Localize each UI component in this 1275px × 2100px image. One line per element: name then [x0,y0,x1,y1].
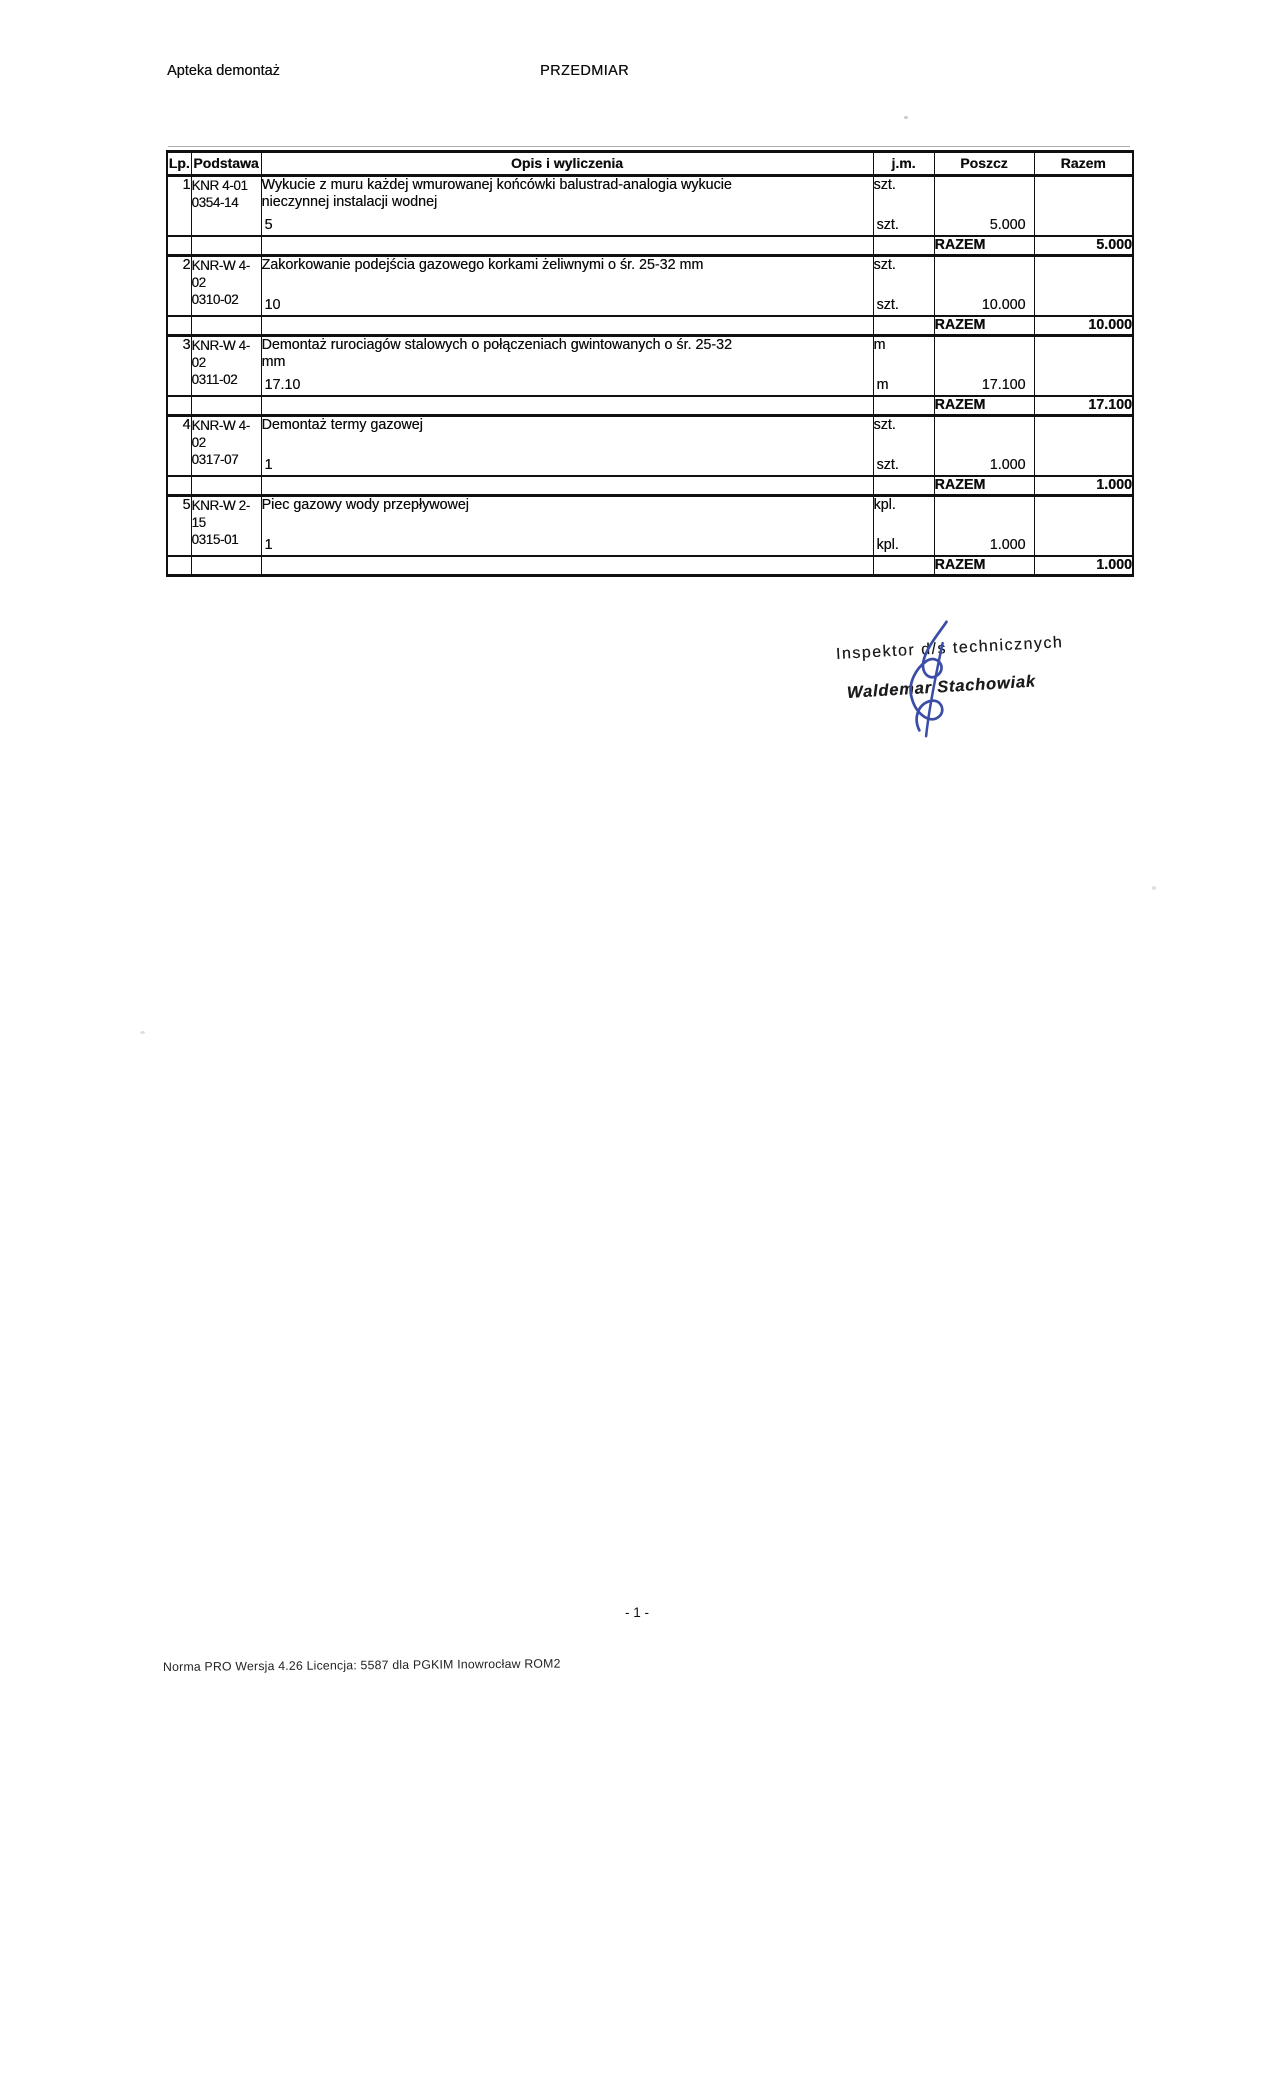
col-header-opis: Opis i wyliczenia [261,152,873,176]
razem-label: RAZEM [934,396,1034,416]
opis-line: Wykucie z muru każdej wmurowanej końcówki balustrad-analogia wykucie [261,177,732,193]
col-header-jm: j.m. [873,152,934,176]
scan-artifact-speck [1152,886,1156,890]
razem-label: RAZEM [934,556,1034,576]
przedmiar-table-wrap [166,150,1132,577]
opis-calc: 1 [264,536,273,553]
razem-row [167,556,1133,576]
table-header-row [167,152,1133,176]
item-razem-cell [1034,416,1133,476]
item-razem-cell [1034,496,1133,556]
poszcz-value: 5.000 [989,216,1026,233]
doc-header-left: Apteka demontaż [167,63,280,79]
opis-line: Demontaż termy gazowej [261,417,423,433]
razem-label: RAZEM [934,476,1034,496]
razem-value: 1.000 [1034,556,1133,576]
item-podstawa [191,496,261,556]
item-opis [261,176,873,236]
footer-license-line: Norma PRO Wersja 4.26 Licencja: 5587 dla PGKIM Inowrocław ROM2 [162,1656,561,1674]
item-poszcz [934,336,1034,396]
razem-label: RAZEM [934,236,1034,256]
item-lp: 1 [167,176,191,236]
item-row [167,416,1133,476]
item-podstawa [191,176,261,236]
opis-calc: 5 [264,216,273,233]
item-poszcz [934,416,1034,476]
item-poszcz [934,176,1034,236]
item-jm [873,336,934,396]
podstawa-subcode: 0354-14 [191,195,239,210]
jm-unit: szt. [876,216,899,233]
jm-unit: szt. [876,296,899,313]
item-lp: 4 [167,416,191,476]
item-jm [873,416,934,476]
item-lp: 2 [167,256,191,316]
poszcz-value: 1.000 [989,456,1026,473]
scan-artifact-speck [140,1031,145,1034]
podstawa-code: KNR-W 2-15 [191,498,250,530]
item-opis [261,256,873,316]
item-row [167,176,1133,236]
item-razem-cell [1034,256,1133,316]
item-row [167,496,1133,556]
item-podstawa [191,256,261,316]
podstawa-subcode: 0311-02 [191,372,238,387]
item-poszcz [934,256,1034,316]
opis-line: Piec gazowy wody przepływowej [261,497,469,513]
item-lp: 5 [167,496,191,556]
item-poszcz [934,496,1034,556]
inspector-role-stamp: Inspektor d/s technicznych [835,634,1064,663]
razem-row [167,476,1133,496]
item-lp: 3 [167,336,191,396]
jm-unit: szt. [873,417,896,433]
jm-unit: szt. [876,456,899,473]
col-header-podstawa: Podstawa [191,152,261,176]
poszcz-value: 10.000 [981,296,1026,313]
poszcz-value: 17.100 [981,376,1026,393]
item-opis [261,496,873,556]
opis-calc: 10 [264,296,281,313]
page-number: - 1 - [624,1605,649,1620]
item-jm [873,496,934,556]
item-razem-cell [1034,336,1133,396]
razem-row [167,396,1133,416]
razem-value: 1.000 [1034,476,1133,496]
jm-unit: kpl. [876,536,899,553]
item-row [167,336,1133,396]
item-podstawa [191,336,261,396]
jm-unit: kpl. [873,497,896,513]
podstawa-code: KNR-W 4-02 [191,418,250,450]
col-header-razem: Razem [1034,152,1133,176]
col-header-lp: Lp. [167,152,191,176]
razem-label: RAZEM [934,316,1034,336]
item-razem-cell [1034,176,1133,236]
poszcz-value: 1.000 [989,536,1026,553]
opis-line: Zakorkowanie podejścia gazowego korkami żeliwnymi o śr. 25-32 mm [261,257,704,273]
opis-calc: 1 [264,456,273,473]
opis-line: mm [261,354,286,370]
item-opis [261,336,873,396]
jm-unit: szt. [873,257,896,273]
razem-value: 10.000 [1034,316,1133,336]
opis-line: nieczynnej instalacji wodnej [261,194,438,210]
razem-row [167,316,1133,336]
przedmiar-table [166,150,1134,577]
item-jm [873,256,934,316]
jm-unit: m [873,337,886,353]
item-jm [873,176,934,236]
podstawa-subcode: 0317-07 [191,452,239,467]
opis-line: Demontaż rurociagów stalowych o połączeniach gwintowanych o śr. 25-32 [261,337,732,353]
podstawa-code: KNR-W 4-02 [191,258,250,290]
inspector-name-stamp: Waldemar Stachowiak [846,672,1037,702]
scan-artifact-speck [904,116,908,119]
item-row [167,256,1133,316]
jm-unit: szt. [873,177,896,193]
doc-title: PRZEDMIAR [540,63,629,79]
jm-unit: m [876,376,889,393]
signature-ink [886,616,974,742]
razem-row [167,236,1133,256]
razem-value: 5.000 [1034,236,1133,256]
item-podstawa [191,416,261,476]
col-header-poszcz: Poszcz [934,152,1034,176]
scan-artifact-line [168,146,1130,147]
razem-value: 17.100 [1034,396,1133,416]
podstawa-code: KNR-W 4-02 [191,338,250,370]
podstawa-subcode: 0315-01 [191,532,239,547]
podstawa-subcode: 0310-02 [191,292,239,307]
item-opis [261,416,873,476]
podstawa-code: KNR 4-01 [191,178,248,193]
opis-calc: 17.10 [264,376,301,393]
